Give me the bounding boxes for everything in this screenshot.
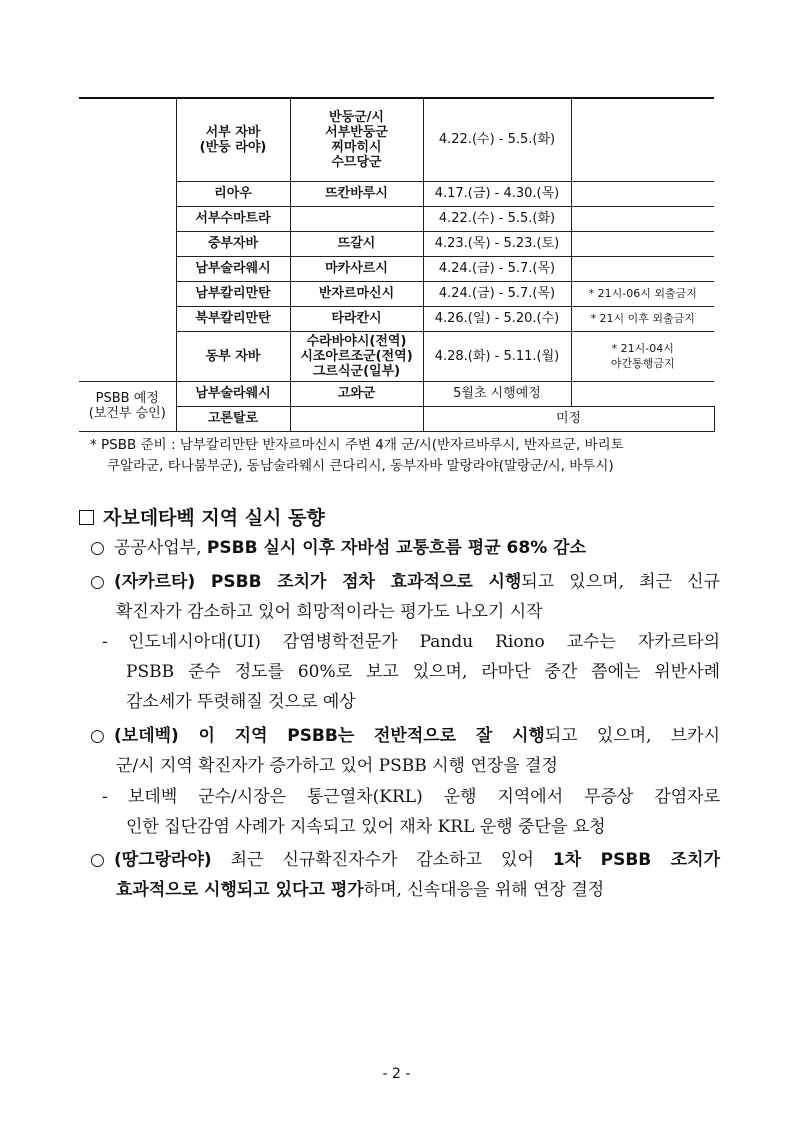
cell-text: 시조아르조군(전역)	[300, 348, 413, 364]
cell-text: 고론탈로	[207, 411, 259, 426]
cell-text: PSBB 예정	[95, 391, 159, 406]
cell-text: 야간통행금지	[610, 357, 675, 370]
cell-text: 수므당군	[331, 154, 382, 170]
text-line: 인한 집단감염 사례가 지속되고 있어 재차 KRL 운행 중단을 요청	[126, 817, 606, 837]
cell-text: 남부칼리만탄	[195, 286, 271, 301]
cell-text: 4.22.(수) - 5.5.(화)	[438, 211, 556, 226]
cell-text: 동부 자바	[205, 348, 261, 364]
city-cell	[290, 331, 423, 381]
text: 되고 있으며, 최근 신규	[521, 572, 720, 592]
page-number: - 2 -	[382, 1066, 411, 1082]
cell-text: 마카사르시	[325, 261, 388, 276]
cell-text: 반자르마신시	[318, 286, 395, 301]
bold-text: (보데벡) 이 지역 PSBB는 전반적으로 잘 시행	[114, 726, 545, 746]
paragraph-traffic	[90, 533, 720, 563]
paragraph-jakarta	[90, 567, 720, 627]
paragraph-bodebek-krl	[90, 782, 720, 842]
remark-cell	[571, 231, 714, 256]
remark-cell	[571, 306, 714, 331]
cell-text: 중부자바	[207, 236, 259, 251]
cell-text: * 21시-06시 외출금지	[588, 287, 697, 300]
circle-bullet-icon: ○	[90, 538, 105, 558]
province-cell	[176, 331, 290, 381]
cell-text: (보건부 승인)	[88, 406, 166, 421]
table-row	[79, 381, 714, 406]
cell-text: 그르식군(일부)	[312, 363, 401, 379]
city-cell	[290, 256, 423, 281]
footnote-line: 쿠알라군, 타나붐부군), 동남술라웨시 큰다리시, 동부자바 말랑라야(말랑군/시, 바투시)	[107, 458, 614, 474]
category-cell	[79, 381, 176, 431]
text: 하며, 신속대응을 위해 연장 결정	[363, 880, 605, 900]
period-cell	[423, 306, 571, 331]
text-line: PSBB 준수 정도를 60%로 보고 있으며, 라마단 중간 쯤에는 위반사례	[126, 662, 720, 682]
remark-cell	[571, 331, 714, 381]
cell-text: 뜨갈시	[337, 236, 376, 251]
city-cell	[290, 406, 423, 431]
period-cell	[423, 98, 571, 181]
cell-text: 4.26.(일) - 5.20.(수)	[434, 311, 560, 326]
city-cell	[290, 281, 423, 306]
cell-text: * 21시 이후 외출금지	[590, 312, 695, 325]
circle-bullet-icon: ○	[90, 572, 105, 592]
city-cell	[290, 181, 423, 206]
bold-text: (자카르타) PSBB 조치가 점차 효과적으로 시행	[114, 572, 522, 592]
period-cell	[423, 381, 571, 406]
cell-text: 4.23.(목) - 5.23.(토)	[434, 236, 560, 251]
cell-text: (반둥 라야)	[199, 139, 267, 155]
text: 되고 있으며, 브카시	[544, 726, 721, 746]
cell-text: 반둥군/시	[329, 109, 384, 125]
circle-bullet-icon: ○	[90, 850, 105, 870]
section-title: 자보데타벡 지역 실시 동향	[103, 507, 325, 529]
cell-text: 4.22.(수) - 5.5.(화)	[438, 132, 556, 148]
province-cell	[176, 256, 290, 281]
remark-cell	[571, 206, 714, 231]
cell-text: 서부수마트라	[195, 211, 271, 226]
cell-text: * 21시-04시	[611, 342, 674, 355]
remark-cell	[571, 256, 714, 281]
province-cell	[176, 406, 290, 431]
city-cell	[290, 231, 423, 256]
cell-text: 고와군	[337, 386, 376, 401]
city-cell	[290, 98, 423, 181]
province-cell	[176, 98, 290, 181]
category-cell	[79, 98, 176, 381]
cell-text: 남부술라웨시	[195, 261, 271, 276]
bold-text: 1차 PSBB 조치가	[552, 850, 720, 870]
text-line: 군/시 지역 확진자가 증가하고 있어 PSBB 시행 연장을 결정	[116, 756, 558, 776]
cell-text: 뜨칸바루시	[325, 186, 388, 201]
period-cell	[423, 231, 571, 256]
cell-text: 4.28.(화) - 5.11.(월)	[434, 348, 560, 364]
bold-text: (땅그랑라야)	[114, 850, 212, 870]
cell-text: 5월초 시행예정	[453, 386, 541, 401]
checkbox-square-icon	[79, 510, 94, 525]
bold-text: 효과적으로 시행되고 있다고 평가	[116, 880, 364, 900]
dash-bullet-icon: -	[102, 632, 108, 652]
province-cell	[176, 206, 290, 231]
cell-text: 서부 자바	[205, 124, 261, 140]
text: 인도네시아대(UI) 감염병학전문가 Pandu Riono 교수는 자카르타의	[128, 632, 720, 652]
paragraph-bodebek	[90, 721, 720, 781]
period-cell	[423, 331, 571, 381]
cell-text: 북부칼리만탄	[195, 311, 271, 326]
cell-text: 4.24.(금) - 5.7.(목)	[438, 286, 556, 301]
table-row	[79, 98, 714, 181]
section-heading	[79, 503, 325, 530]
cell-text: 타라칸시	[331, 311, 382, 326]
cell-text: 4.24.(금) - 5.7.(목)	[438, 261, 556, 276]
text: 공공사업부,	[114, 538, 207, 558]
cell-text: 남부술라웨시	[195, 386, 271, 401]
period-cell	[423, 181, 571, 206]
province-cell	[176, 181, 290, 206]
dash-bullet-icon: -	[102, 787, 108, 807]
cell-text: 리아우	[214, 186, 252, 201]
city-cell	[290, 306, 423, 331]
city-cell	[290, 381, 423, 406]
remark-cell	[571, 281, 714, 306]
table-footnote	[90, 435, 730, 477]
province-cell	[176, 306, 290, 331]
period-cell	[423, 256, 571, 281]
remark-cell	[571, 381, 714, 406]
bold-text: PSBB 실시 이후 자바섬 교통흐름 평균 68% 감소	[206, 538, 586, 558]
text-line: 감소세가 뚜렷해질 것으로 예상	[126, 692, 356, 712]
remark-cell	[571, 98, 714, 181]
cell-text: 수라바야시(전역)	[306, 333, 407, 349]
province-cell	[176, 381, 290, 406]
text: 최근 신규확진자수가 감소하고 있어	[211, 850, 553, 870]
province-cell	[176, 281, 290, 306]
city-cell	[290, 206, 423, 231]
remark-cell	[571, 181, 714, 206]
paragraph-jakarta-expert	[90, 627, 720, 717]
text: 보데벡 군수/시장은 통근열차(KRL) 운행 지역에서 무증상 감염자로	[128, 787, 720, 807]
cell-text: 서부반둥군	[325, 124, 388, 140]
paragraph-tangerang	[90, 845, 720, 905]
period-cell	[423, 281, 571, 306]
text-line: 확진자가 감소하고 있어 희망적이라는 평가도 나오기 시작	[116, 602, 543, 622]
circle-bullet-icon: ○	[90, 726, 105, 746]
cell-text: 찌마히시	[331, 139, 382, 155]
cell-text: 4.17.(금) - 4.30.(목)	[434, 186, 560, 201]
period-cell	[423, 206, 571, 231]
footnote-line: * PSBB 준비 : 남부칼리만탄 반자르마신시 주변 4개 군/시(반자르바루시, 반자르군, 바리토	[90, 437, 624, 453]
cell-text: 미정	[555, 411, 582, 426]
psbb-region-table	[79, 97, 715, 432]
province-cell	[176, 231, 290, 256]
period-cell	[423, 406, 714, 431]
